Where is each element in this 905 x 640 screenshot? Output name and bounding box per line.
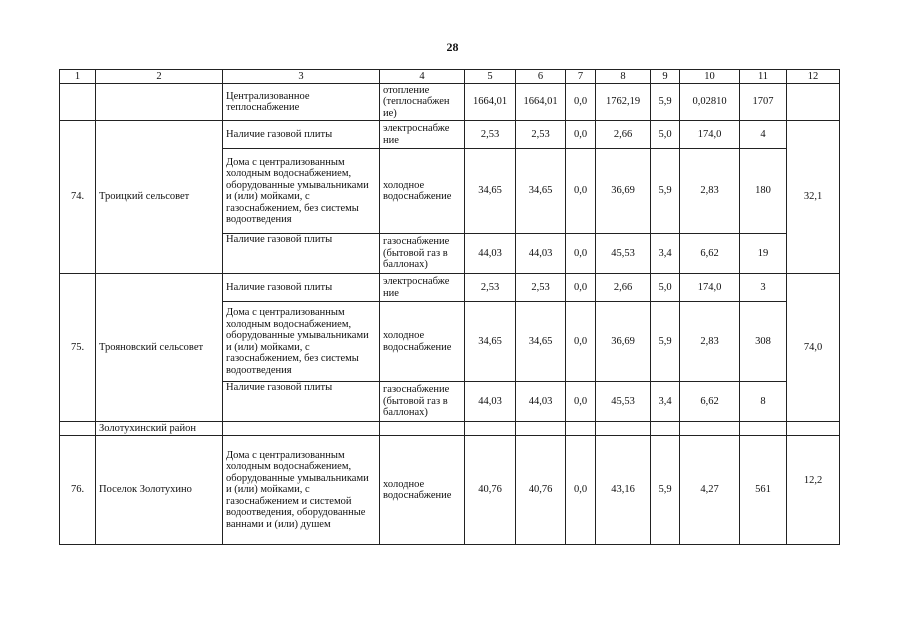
row-number-cell: 74. xyxy=(60,121,96,274)
value-cell: 5,9 xyxy=(651,302,680,382)
value-cell: 74,0 xyxy=(787,274,840,422)
service-cell: электроснабже ние xyxy=(380,121,465,149)
header-cell: 11 xyxy=(740,70,787,84)
header-cell: 10 xyxy=(680,70,740,84)
value-cell: 5,9 xyxy=(651,436,680,545)
value-cell: 2,66 xyxy=(596,274,651,302)
tariff-table xyxy=(59,69,840,545)
value-cell: 5,0 xyxy=(651,121,680,149)
header-cell: 12 xyxy=(787,70,840,84)
value-cell: 2,53 xyxy=(516,121,566,149)
value-cell: 1707 xyxy=(740,84,787,121)
value-cell xyxy=(566,422,596,436)
description-cell: Дома с централизованным холодным водоснабжением, оборудованные умывальниками и (или) мойками, с газоснабжением и системой водоотведения, оборудованные ваннами и (или) душем xyxy=(223,436,380,545)
value-cell: 6,62 xyxy=(680,382,740,422)
settlement-name-cell: Трояновский сельсовет xyxy=(96,274,223,422)
value-cell: 0,0 xyxy=(566,121,596,149)
value-cell: 0,0 xyxy=(566,84,596,121)
description-cell: Дома с централизованным холодным водоснабжением, оборудованные умывальниками и (или) мойками, с газоснабжением, без системы водоотведения xyxy=(223,302,380,382)
value-cell: 4,27 xyxy=(680,436,740,545)
value-cell xyxy=(516,422,566,436)
value-cell: 43,16 xyxy=(596,436,651,545)
value-cell xyxy=(465,422,516,436)
value-cell: 0,0 xyxy=(566,234,596,274)
value-cell: 36,69 xyxy=(596,302,651,382)
row-number-cell xyxy=(60,422,96,436)
description-cell: Наличие газовой плиты xyxy=(223,234,380,274)
value-cell xyxy=(651,422,680,436)
settlement-name-cell: Троицкий сельсовет xyxy=(96,121,223,274)
value-cell: 174,0 xyxy=(680,274,740,302)
value-cell: 1762,19 xyxy=(596,84,651,121)
table-row xyxy=(60,121,840,149)
value-cell: 8 xyxy=(740,382,787,422)
value-cell: 0,0 xyxy=(566,149,596,234)
service-cell xyxy=(380,422,465,436)
value-cell: 44,03 xyxy=(516,382,566,422)
value-cell: 34,65 xyxy=(465,302,516,382)
value-cell: 0,02810 xyxy=(680,84,740,121)
table-row xyxy=(60,84,840,121)
value-cell: 44,03 xyxy=(516,234,566,274)
value-cell: 0,0 xyxy=(566,436,596,545)
header-cell: 3 xyxy=(223,70,380,84)
row-number-cell xyxy=(60,84,96,121)
description-cell: Централизованное теплоснабжение xyxy=(223,84,380,121)
value-cell: 36,69 xyxy=(596,149,651,234)
value-cell: 2,53 xyxy=(516,274,566,302)
value-cell: 44,03 xyxy=(465,382,516,422)
value-cell: 2,83 xyxy=(680,149,740,234)
value-cell: 180 xyxy=(740,149,787,234)
value-cell: 5,9 xyxy=(651,149,680,234)
value-cell: 45,53 xyxy=(596,234,651,274)
settlement-name-cell xyxy=(96,84,223,121)
value-cell: 2,53 xyxy=(465,274,516,302)
value-cell: 32,1 xyxy=(787,121,840,274)
value-cell: 3 xyxy=(740,274,787,302)
value-cell: 34,65 xyxy=(516,149,566,234)
service-cell: холодное водоснабжение xyxy=(380,436,465,545)
value-cell: 5,9 xyxy=(651,84,680,121)
value-cell: 0,0 xyxy=(566,274,596,302)
value-cell: 2,66 xyxy=(596,121,651,149)
value-cell: 5,0 xyxy=(651,274,680,302)
description-cell xyxy=(223,422,380,436)
service-cell: отопление (теплоснабжен ие) xyxy=(380,84,465,121)
value-cell xyxy=(680,422,740,436)
value-cell: 1664,01 xyxy=(516,84,566,121)
value-cell: 174,0 xyxy=(680,121,740,149)
service-cell: холодное водоснабжение xyxy=(380,302,465,382)
value-cell: 3,4 xyxy=(651,234,680,274)
page-number: 28 xyxy=(446,40,459,54)
value-cell xyxy=(787,422,840,436)
district-row xyxy=(60,422,840,436)
description-cell: Дома с централизованным холодным водоснабжением, оборудованные умывальниками и (или) мойками, с газоснабжением, без системы водоотведения xyxy=(223,149,380,234)
header-cell: 4 xyxy=(380,70,465,84)
value-cell: 19 xyxy=(740,234,787,274)
value-cell: 0,0 xyxy=(566,382,596,422)
description-cell: Наличие газовой плиты xyxy=(223,274,380,302)
service-cell: газоснабжение (бытовой газ в баллонах) xyxy=(380,382,465,422)
header-cell: 5 xyxy=(465,70,516,84)
header-row xyxy=(60,70,840,84)
description-cell: Наличие газовой плиты xyxy=(223,382,380,422)
value-cell: 34,65 xyxy=(516,302,566,382)
value-cell: 34,65 xyxy=(465,149,516,234)
value-cell xyxy=(787,84,840,121)
header-cell: 8 xyxy=(596,70,651,84)
value-cell xyxy=(740,422,787,436)
header-cell: 1 xyxy=(60,70,96,84)
table-row xyxy=(60,436,840,545)
value-cell: 45,53 xyxy=(596,382,651,422)
service-cell: газоснабжение (бытовой газ в баллонах) xyxy=(380,234,465,274)
header-cell: 2 xyxy=(96,70,223,84)
header-cell: 7 xyxy=(566,70,596,84)
district-name: Золотухинский район xyxy=(96,422,223,436)
value-cell: 6,62 xyxy=(680,234,740,274)
table-row xyxy=(60,274,840,302)
value-cell: 308 xyxy=(740,302,787,382)
description-cell: Наличие газовой плиты xyxy=(223,121,380,149)
service-cell: холодное водоснабжение xyxy=(380,149,465,234)
value-cell: 12,2 xyxy=(787,436,840,545)
value-cell: 2,53 xyxy=(465,121,516,149)
value-cell: 3,4 xyxy=(651,382,680,422)
value-cell: 2,83 xyxy=(680,302,740,382)
value-cell: 0,0 xyxy=(566,302,596,382)
service-cell: электроснабже ние xyxy=(380,274,465,302)
value-cell: 40,76 xyxy=(465,436,516,545)
value-cell: 44,03 xyxy=(465,234,516,274)
header-cell: 9 xyxy=(651,70,680,84)
row-number-cell: 76. xyxy=(60,436,96,545)
value-cell: 4 xyxy=(740,121,787,149)
value-cell: 561 xyxy=(740,436,787,545)
value-cell: 40,76 xyxy=(516,436,566,545)
settlement-name-cell: Поселок Золотухино xyxy=(96,436,223,545)
header-cell: 6 xyxy=(516,70,566,84)
value-cell: 1664,01 xyxy=(465,84,516,121)
value-cell xyxy=(596,422,651,436)
row-number-cell: 75. xyxy=(60,274,96,422)
